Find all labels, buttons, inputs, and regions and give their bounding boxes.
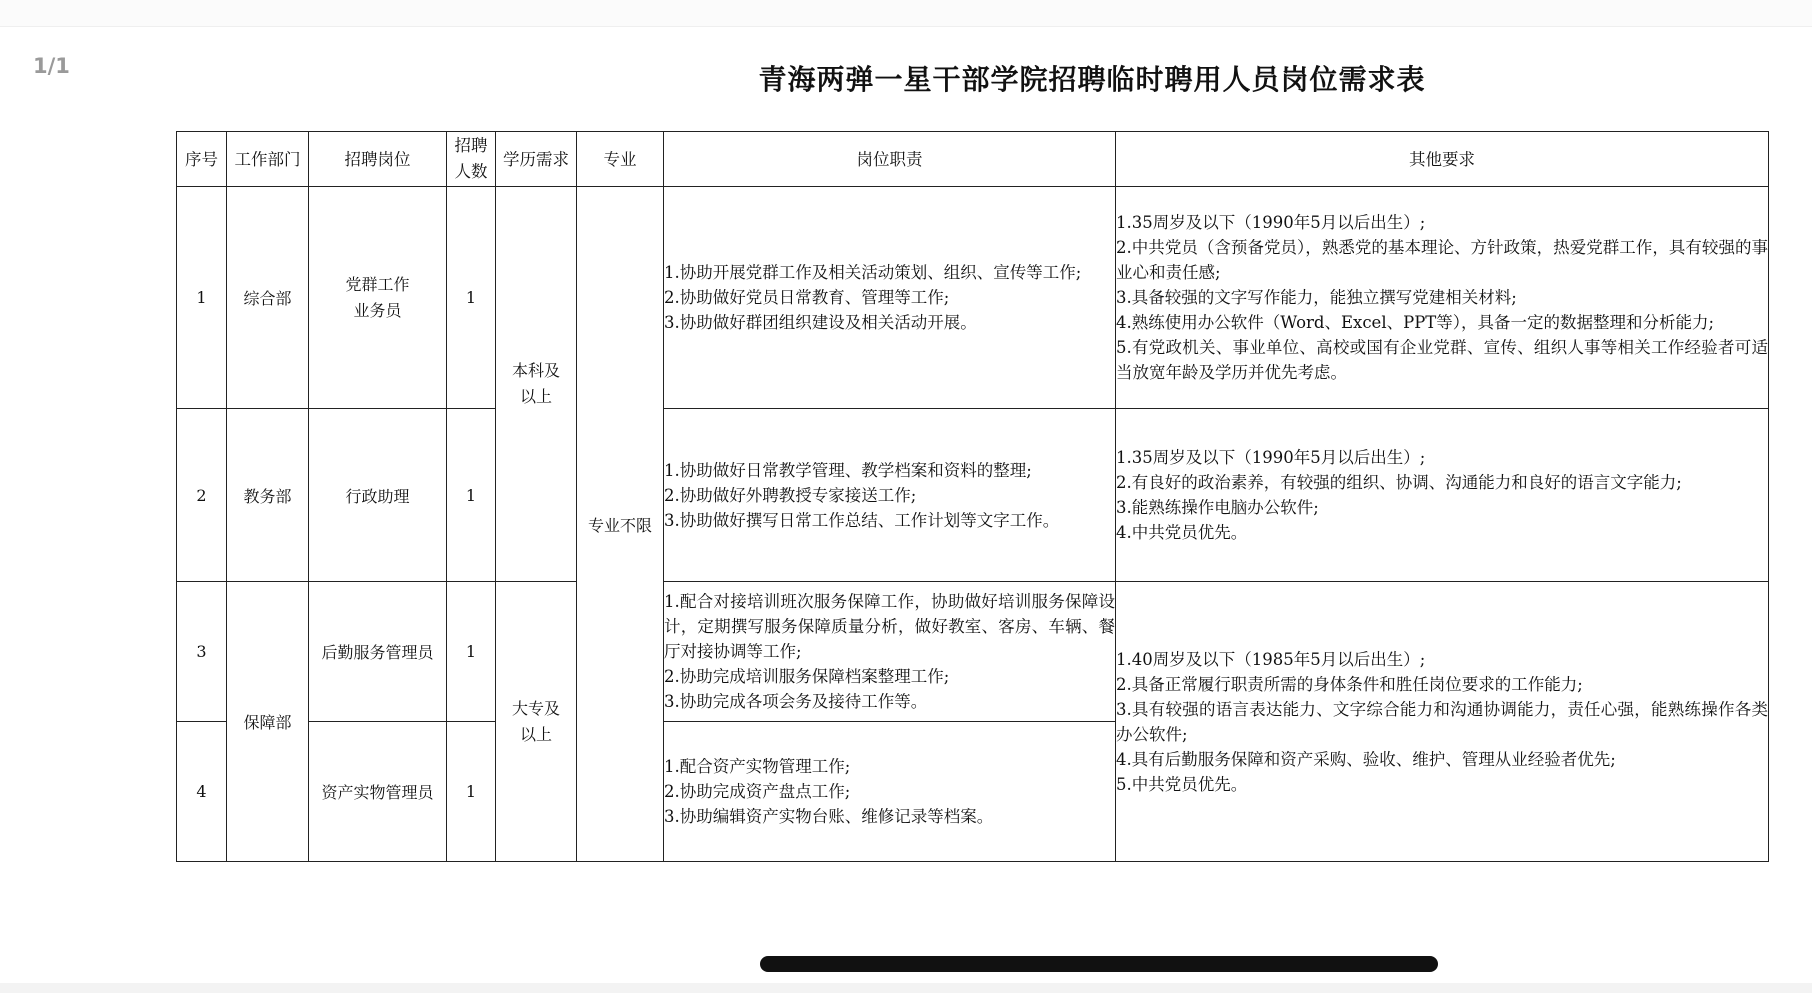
header-duties: 岗位职责 — [664, 132, 1116, 187]
table-row — [177, 409, 1769, 582]
major-unrestricted: 专业不限 — [577, 187, 664, 862]
page-indicator: 1/1 — [33, 54, 70, 78]
education-college: 大专及 以上 — [496, 582, 577, 862]
row-index: 1 — [177, 187, 227, 409]
row-headcount: 1 — [447, 582, 496, 722]
row-index: 3 — [177, 582, 227, 722]
row-duties: 1.协助开展党群工作及相关活动策划、组织、宣传等工作; 2.协助做好党员日常教育、管理等工作; 3.协助做好群团组织建设及相关活动开展。 — [664, 187, 1116, 409]
header-index: 序号 — [177, 132, 227, 187]
table-header-row — [177, 132, 1769, 187]
row-other-requirements: 1.35周岁及以下（1990年5月以后出生）; 2.中共党员（含预备党员），熟悉党的基本理论、方针政策，热爱党群工作，具有较强的事业心和责任感; 3.具备较强的文字写作能力，能独立撰写党建相关材料; 4.熟练使用办公软件（Word、Excel、PPT等），具备一定的数据整理和分析能力; 5.有党政机关、事业单位、高校或国有企业党群、宣传、组织人事等相关工作经验者可适当放宽年龄及学历并优先考虑。 — [1116, 187, 1769, 409]
header-education: 学历需求 — [496, 132, 577, 187]
row-headcount: 1 — [447, 722, 496, 862]
row-duties: 1.配合资产实物管理工作; 2.协助完成资产盘点工作; 3.协助编辑资产实物台账、维修记录等档案。 — [664, 722, 1116, 862]
row-headcount: 1 — [447, 409, 496, 582]
support-other-requirements: 1.40周岁及以下（1985年5月以后出生）; 2.具备正常履行职责所需的身体条件和胜任岗位要求的工作能力; 3.具有较强的语言表达能力、文字综合能力和沟通协调能力，责任心强，能熟练操作各类办公软件; 4.具有后勤服务保障和资产采购、验收、维护、管理从业经验者优先; 5.中共党员优先。 — [1116, 582, 1769, 862]
row-duties: 1.配合对接培训班次服务保障工作，协助做好培训服务保障设计，定期撰写服务保障质量分析，做好教室、客房、车辆、餐厅对接协调等工作; 2.协助完成培训服务保障档案整理工作; 3.协助完成各项会务及接待工作等。 — [664, 582, 1116, 722]
table-row — [177, 582, 1769, 722]
requirements-table — [176, 131, 1769, 862]
row-index: 2 — [177, 409, 227, 582]
row-duties: 1.协助做好日常教学管理、教学档案和资料的整理; 2.协助做好外聘教授专家接送工作; 3.协助做好撰写日常工作总结、工作计划等文字工作。 — [664, 409, 1116, 582]
document-title: 青海两弹一星干部学院招聘临时聘用人员岗位需求表 — [758, 63, 1426, 96]
row-other-requirements: 1.35周岁及以下（1990年5月以后出生）; 2.有良好的政治素养，有较强的组织、协调、沟通能力和良好的语言文字能力; 3.能熟练操作电脑办公软件; 4.中共党员优先。 — [1116, 409, 1769, 582]
header-department: 工作部门 — [227, 132, 309, 187]
header-major: 专业 — [577, 132, 664, 187]
row-position: 资产实物管理员 — [309, 722, 447, 862]
row-department: 综合部 — [227, 187, 309, 409]
row-department: 保障部 — [227, 582, 309, 862]
header-position: 招聘岗位 — [309, 132, 447, 187]
row-headcount: 1 — [447, 187, 496, 409]
header-headcount: 招聘 人数 — [447, 132, 496, 187]
row-position: 行政助理 — [309, 409, 447, 582]
table-row — [177, 187, 1769, 409]
row-department: 教务部 — [227, 409, 309, 582]
viewer-bottom-bar — [0, 983, 1812, 993]
row-position: 党群工作 业务员 — [309, 187, 447, 409]
education-bachelor: 本科及 以上 — [496, 187, 577, 582]
row-position: 后勤服务管理员 — [309, 582, 447, 722]
viewer-top-bar — [0, 0, 1812, 27]
header-other: 其他要求 — [1116, 132, 1769, 187]
row-index: 4 — [177, 722, 227, 862]
home-indicator-scrollbar[interactable] — [760, 956, 1438, 972]
